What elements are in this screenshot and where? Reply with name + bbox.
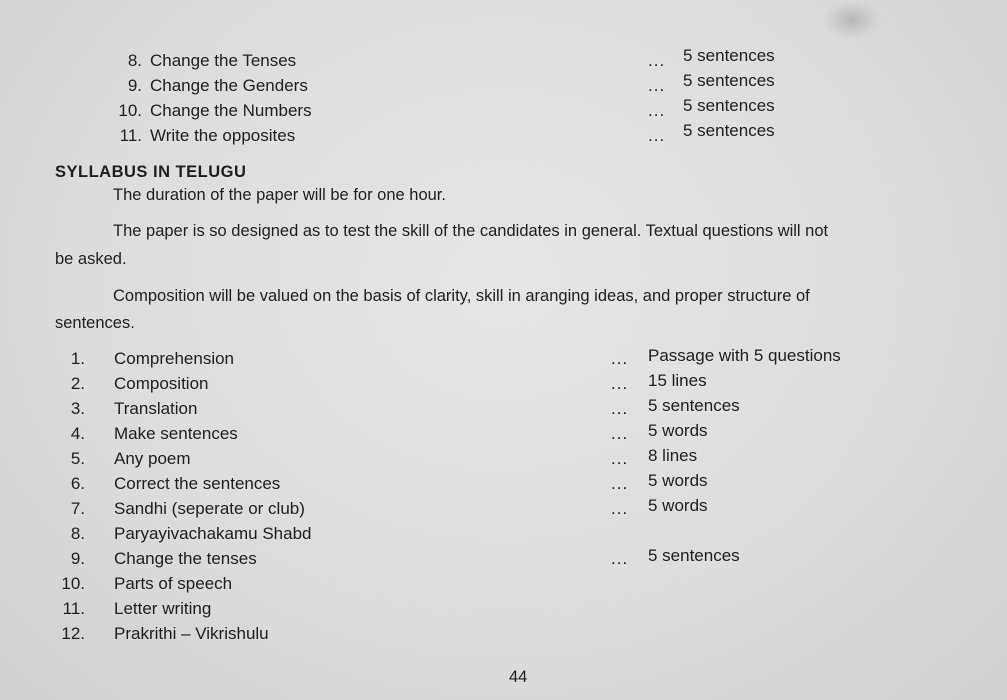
section-heading: SYLLABUS IN TELUGU <box>55 163 247 181</box>
item-detail: 5 sentences <box>683 46 775 65</box>
item-text: Change the Numbers <box>150 101 312 120</box>
item-number: 4. <box>70 424 85 443</box>
item-text: Any poem <box>114 449 191 468</box>
item-detail: 5 sentences <box>648 546 740 565</box>
item-text: Comprehension <box>114 349 235 368</box>
item-detail: 5 sentences <box>648 396 740 415</box>
item-number: 8. <box>127 51 142 70</box>
item-number: 7. <box>70 499 85 518</box>
item-number: 5. <box>70 449 85 468</box>
item-dots: ... <box>611 499 629 518</box>
item-dots: ... <box>611 474 629 493</box>
item-text: Write the opposites <box>150 126 296 145</box>
page-number: 44 <box>509 668 528 686</box>
item-dots: ... <box>648 51 666 70</box>
item-number: 8. <box>70 524 85 543</box>
item-dots: ... <box>611 424 629 443</box>
item-dots: ... <box>611 549 629 568</box>
item-number: 12. <box>61 624 85 643</box>
item-detail: 15 lines <box>648 371 707 390</box>
item-detail: 5 sentences <box>683 96 775 115</box>
item-text: Change the Genders <box>150 76 308 95</box>
item-dots: ... <box>611 399 629 418</box>
paragraph-composition-line2: sentences. <box>55 314 135 332</box>
item-detail: 5 words <box>648 421 708 440</box>
item-text: Correct the sentences <box>114 474 281 493</box>
item-text: Composition <box>114 374 209 393</box>
item-number: 11. <box>62 599 85 618</box>
item-number: 6. <box>70 474 85 493</box>
item-text: Paryayivachakamu Shabd <box>114 524 312 543</box>
item-text: Make sentences <box>114 424 238 443</box>
item-number: 10. <box>61 574 85 593</box>
item-dots: ... <box>648 101 666 120</box>
item-detail: 5 words <box>648 471 708 490</box>
item-dots: ... <box>611 374 629 393</box>
item-text: Translation <box>114 399 198 418</box>
item-number: 3. <box>70 399 85 418</box>
paragraph-design-line1: The paper is so designed as to test the skill of the candidates in general. Textual questions will not <box>113 222 829 240</box>
item-number: 1. <box>70 349 85 368</box>
item-dots: ... <box>611 449 629 468</box>
item-text: Prakrithi – Vikrishulu <box>114 624 269 643</box>
item-detail: 5 words <box>648 496 708 515</box>
item-detail: 8 lines <box>648 446 698 465</box>
item-text: Change the tenses <box>114 549 257 568</box>
paragraph-composition-line1: Composition will be valued on the basis of clarity, skill in aranging ideas, and proper structure of <box>113 287 810 305</box>
item-number: 9. <box>127 76 142 95</box>
paragraph-duration: The duration of the paper will be for one hour. <box>113 186 446 204</box>
item-number: 9. <box>70 549 85 568</box>
paper-smudge <box>822 0 882 40</box>
item-detail: Passage with 5 questions <box>648 346 841 365</box>
item-dots: ... <box>648 126 666 145</box>
item-text: Parts of speech <box>114 574 233 593</box>
item-dots: ... <box>611 349 629 368</box>
item-text: Letter writing <box>114 599 212 618</box>
item-detail: 5 sentences <box>683 121 775 140</box>
item-detail: 5 sentences <box>683 71 775 90</box>
item-dots: ... <box>648 76 666 95</box>
item-text: Change the Tenses <box>150 51 297 70</box>
item-text: Sandhi (seperate or club) <box>114 499 305 518</box>
item-number: 11. <box>119 126 142 145</box>
paragraph-design-line2: be asked. <box>55 250 127 268</box>
item-number: 10. <box>118 101 142 120</box>
item-number: 2. <box>70 374 85 393</box>
